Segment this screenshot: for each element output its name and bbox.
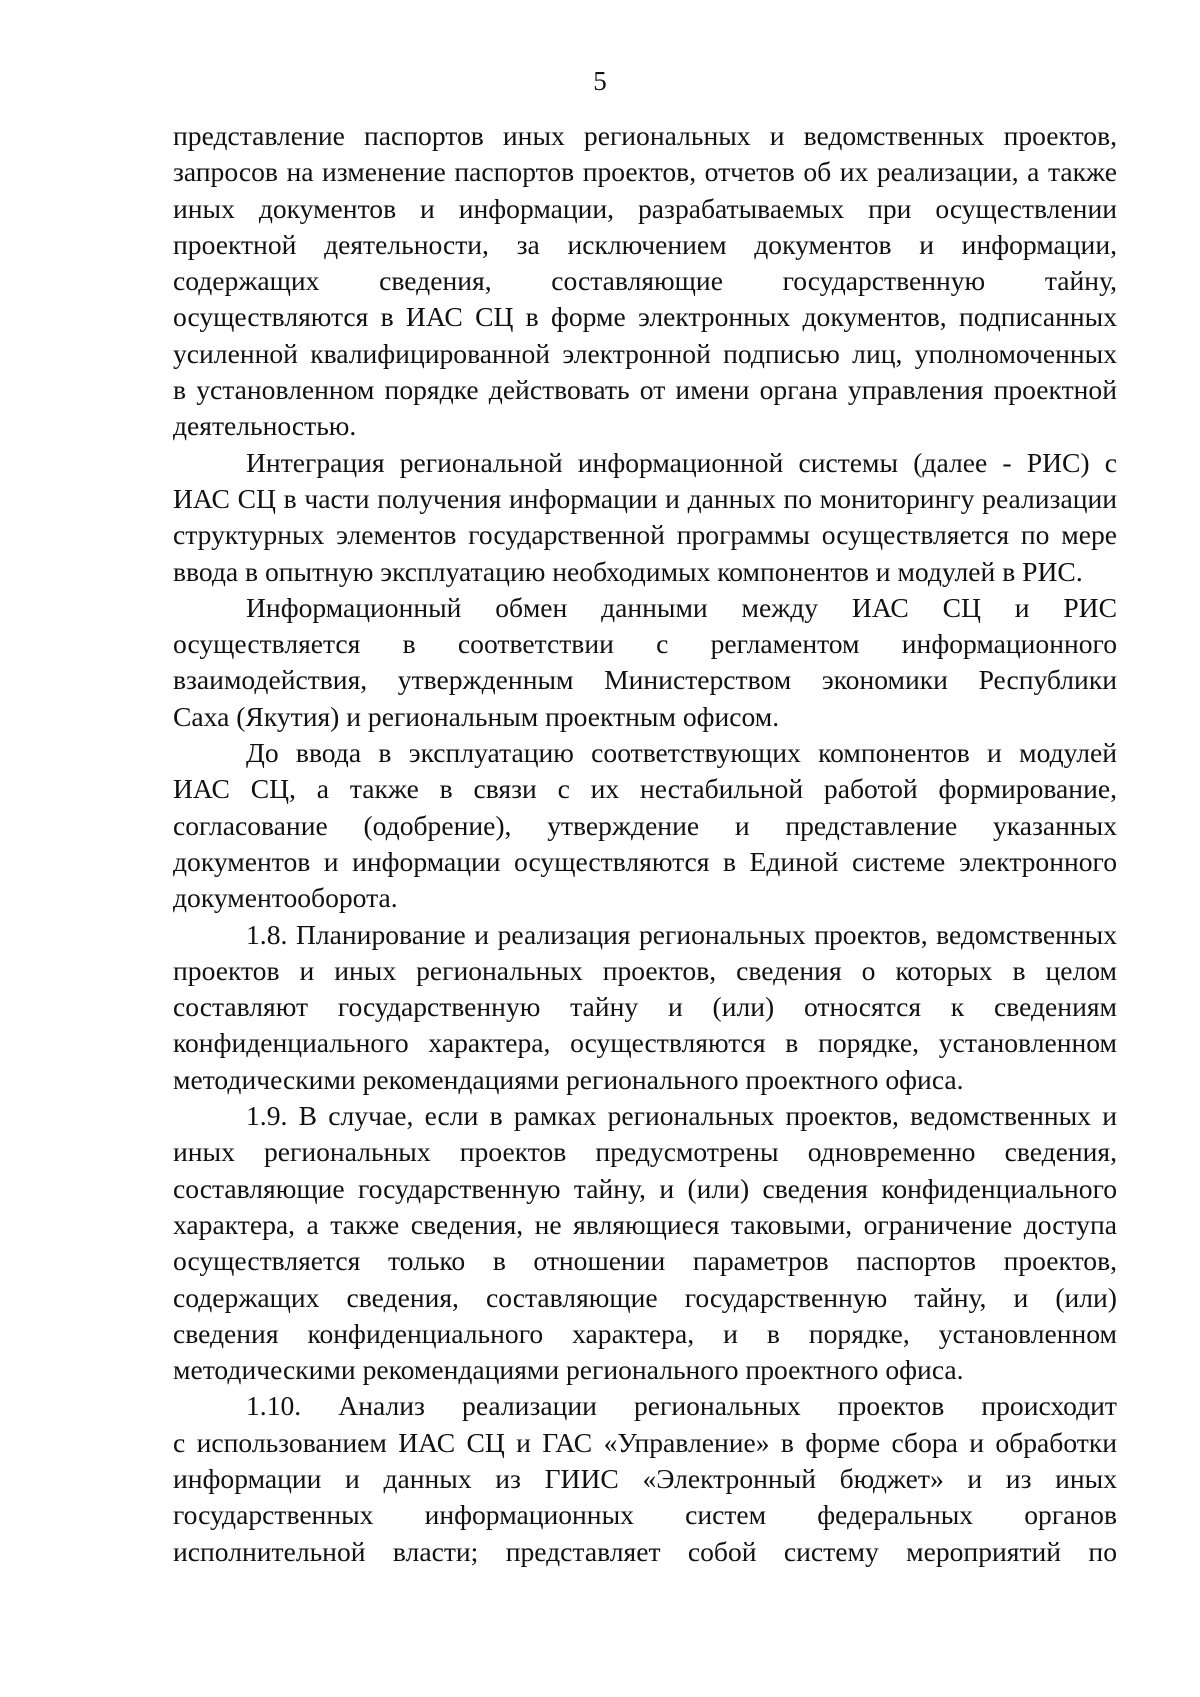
text-line: 1.9. В случае, если в рамках региональных проектов, ведомственных и bbox=[246, 1100, 1117, 1132]
text-line: содержащих сведения, составляющие государственную тайну, и (или) bbox=[173, 1281, 1117, 1313]
text-line: ввода в опытную эксплуатацию необходимых компонентов и модулей в РИС. bbox=[173, 555, 1083, 587]
text-line: методическими рекомендациями регионального проектного офиса. bbox=[173, 1354, 964, 1386]
text-line: в установленном порядке действовать от имени органа управления проектной bbox=[173, 374, 1117, 406]
text-line: осуществляются в ИАС СЦ в форме электронных документов, подписанных bbox=[173, 301, 1117, 333]
text-line: усиленной квалифицированной электронной подписью лиц, уполномоченных bbox=[173, 337, 1117, 369]
text-line: методическими рекомендациями регионального проектного офиса. bbox=[173, 1063, 964, 1095]
text-line: документооборота. bbox=[173, 882, 398, 914]
text-line: характера, а также сведения, не являющиеся таковыми, ограничение доступа bbox=[173, 1208, 1117, 1240]
text-line: взаимодействия, утвержденным Министерством экономики Республики bbox=[173, 664, 1117, 696]
text-line: ИАС СЦ в части получения информации и данных по мониторингу реализации bbox=[173, 482, 1117, 514]
text-line: составляют государственную тайну и (или) относятся к сведениям bbox=[173, 991, 1117, 1023]
text-line: исполнительной власти; представляет собой систему мероприятий по bbox=[173, 1535, 1117, 1567]
text-line: информации и данных из ГИИС «Электронный бюджет» и из иных bbox=[173, 1462, 1117, 1494]
text-line: представление паспортов иных региональных и ведомственных проектов, bbox=[173, 120, 1117, 151]
text-line: 1.10. Анализ реализации региональных проектов происходит bbox=[246, 1390, 1117, 1422]
text-line: ИАС СЦ, а также в связи с их нестабильной работой формирование, bbox=[173, 773, 1117, 805]
paragraph bbox=[173, 118, 1117, 445]
text-line: До ввода в эксплуатацию соответствующих компонентов и модулей bbox=[246, 737, 1117, 769]
text-line: Информационный обмен данными между ИАС СЦ и РИС bbox=[246, 591, 1117, 623]
text-line: документов и информации осуществляются в Единой системе электронного bbox=[173, 845, 1117, 877]
text-line: структурных элементов государственной программы осуществляется по мере bbox=[173, 519, 1117, 551]
text-line: проектной деятельности, за исключением документов и информации, bbox=[173, 228, 1117, 260]
text-line: запросов на изменение паспортов проектов, отчетов об их реализации, а также bbox=[173, 156, 1117, 188]
text-line: составляющие государственную тайну, и (или) сведения конфиденциального bbox=[173, 1172, 1117, 1204]
page-number: 5 bbox=[593, 66, 607, 96]
text-line: согласование (одобрение), утверждение и представление указанных bbox=[173, 809, 1117, 841]
text-line: деятельностью. bbox=[173, 410, 357, 442]
text-line: Саха (Якутия) и региональным проектным офисом. bbox=[173, 700, 780, 732]
text-line: сведения конфиденциального характера, и в порядке, установленном bbox=[173, 1317, 1117, 1349]
paragraph bbox=[173, 590, 1117, 735]
paragraph bbox=[173, 1388, 1117, 1569]
text-line: иных региональных проектов предусмотрены одновременно сведения, bbox=[173, 1136, 1117, 1168]
text-line: осуществляется в соответствии с регламентом информационного bbox=[173, 628, 1117, 660]
paragraph bbox=[173, 445, 1117, 590]
text-line: Интеграция региональной информационной системы (далее - РИС) с bbox=[246, 446, 1117, 478]
paragraph bbox=[173, 917, 1117, 1098]
text-line: конфиденциального характера, осуществляются в порядке, установленном bbox=[173, 1027, 1117, 1059]
text-line: с использованием ИАС СЦ и ГАС «Управление» в форме сбора и обработки bbox=[173, 1426, 1117, 1458]
text-line: государственных информационных систем федеральных органов bbox=[173, 1499, 1117, 1531]
text-line: иных документов и информации, разрабатываемых при осуществлении bbox=[173, 192, 1117, 224]
paragraph bbox=[173, 735, 1117, 916]
paragraph bbox=[173, 1098, 1117, 1388]
text-line: 1.8. Планирование и реализация региональных проектов, ведомственных bbox=[246, 918, 1117, 950]
text-line: содержащих сведения, составляющие государственную тайну, bbox=[173, 265, 1117, 297]
text-line: осуществляется только в отношении параметров паспортов проектов, bbox=[173, 1245, 1117, 1277]
document-body bbox=[173, 118, 1117, 1570]
text-line: проектов и иных региональных проектов, сведения о которых в целом bbox=[173, 954, 1117, 986]
